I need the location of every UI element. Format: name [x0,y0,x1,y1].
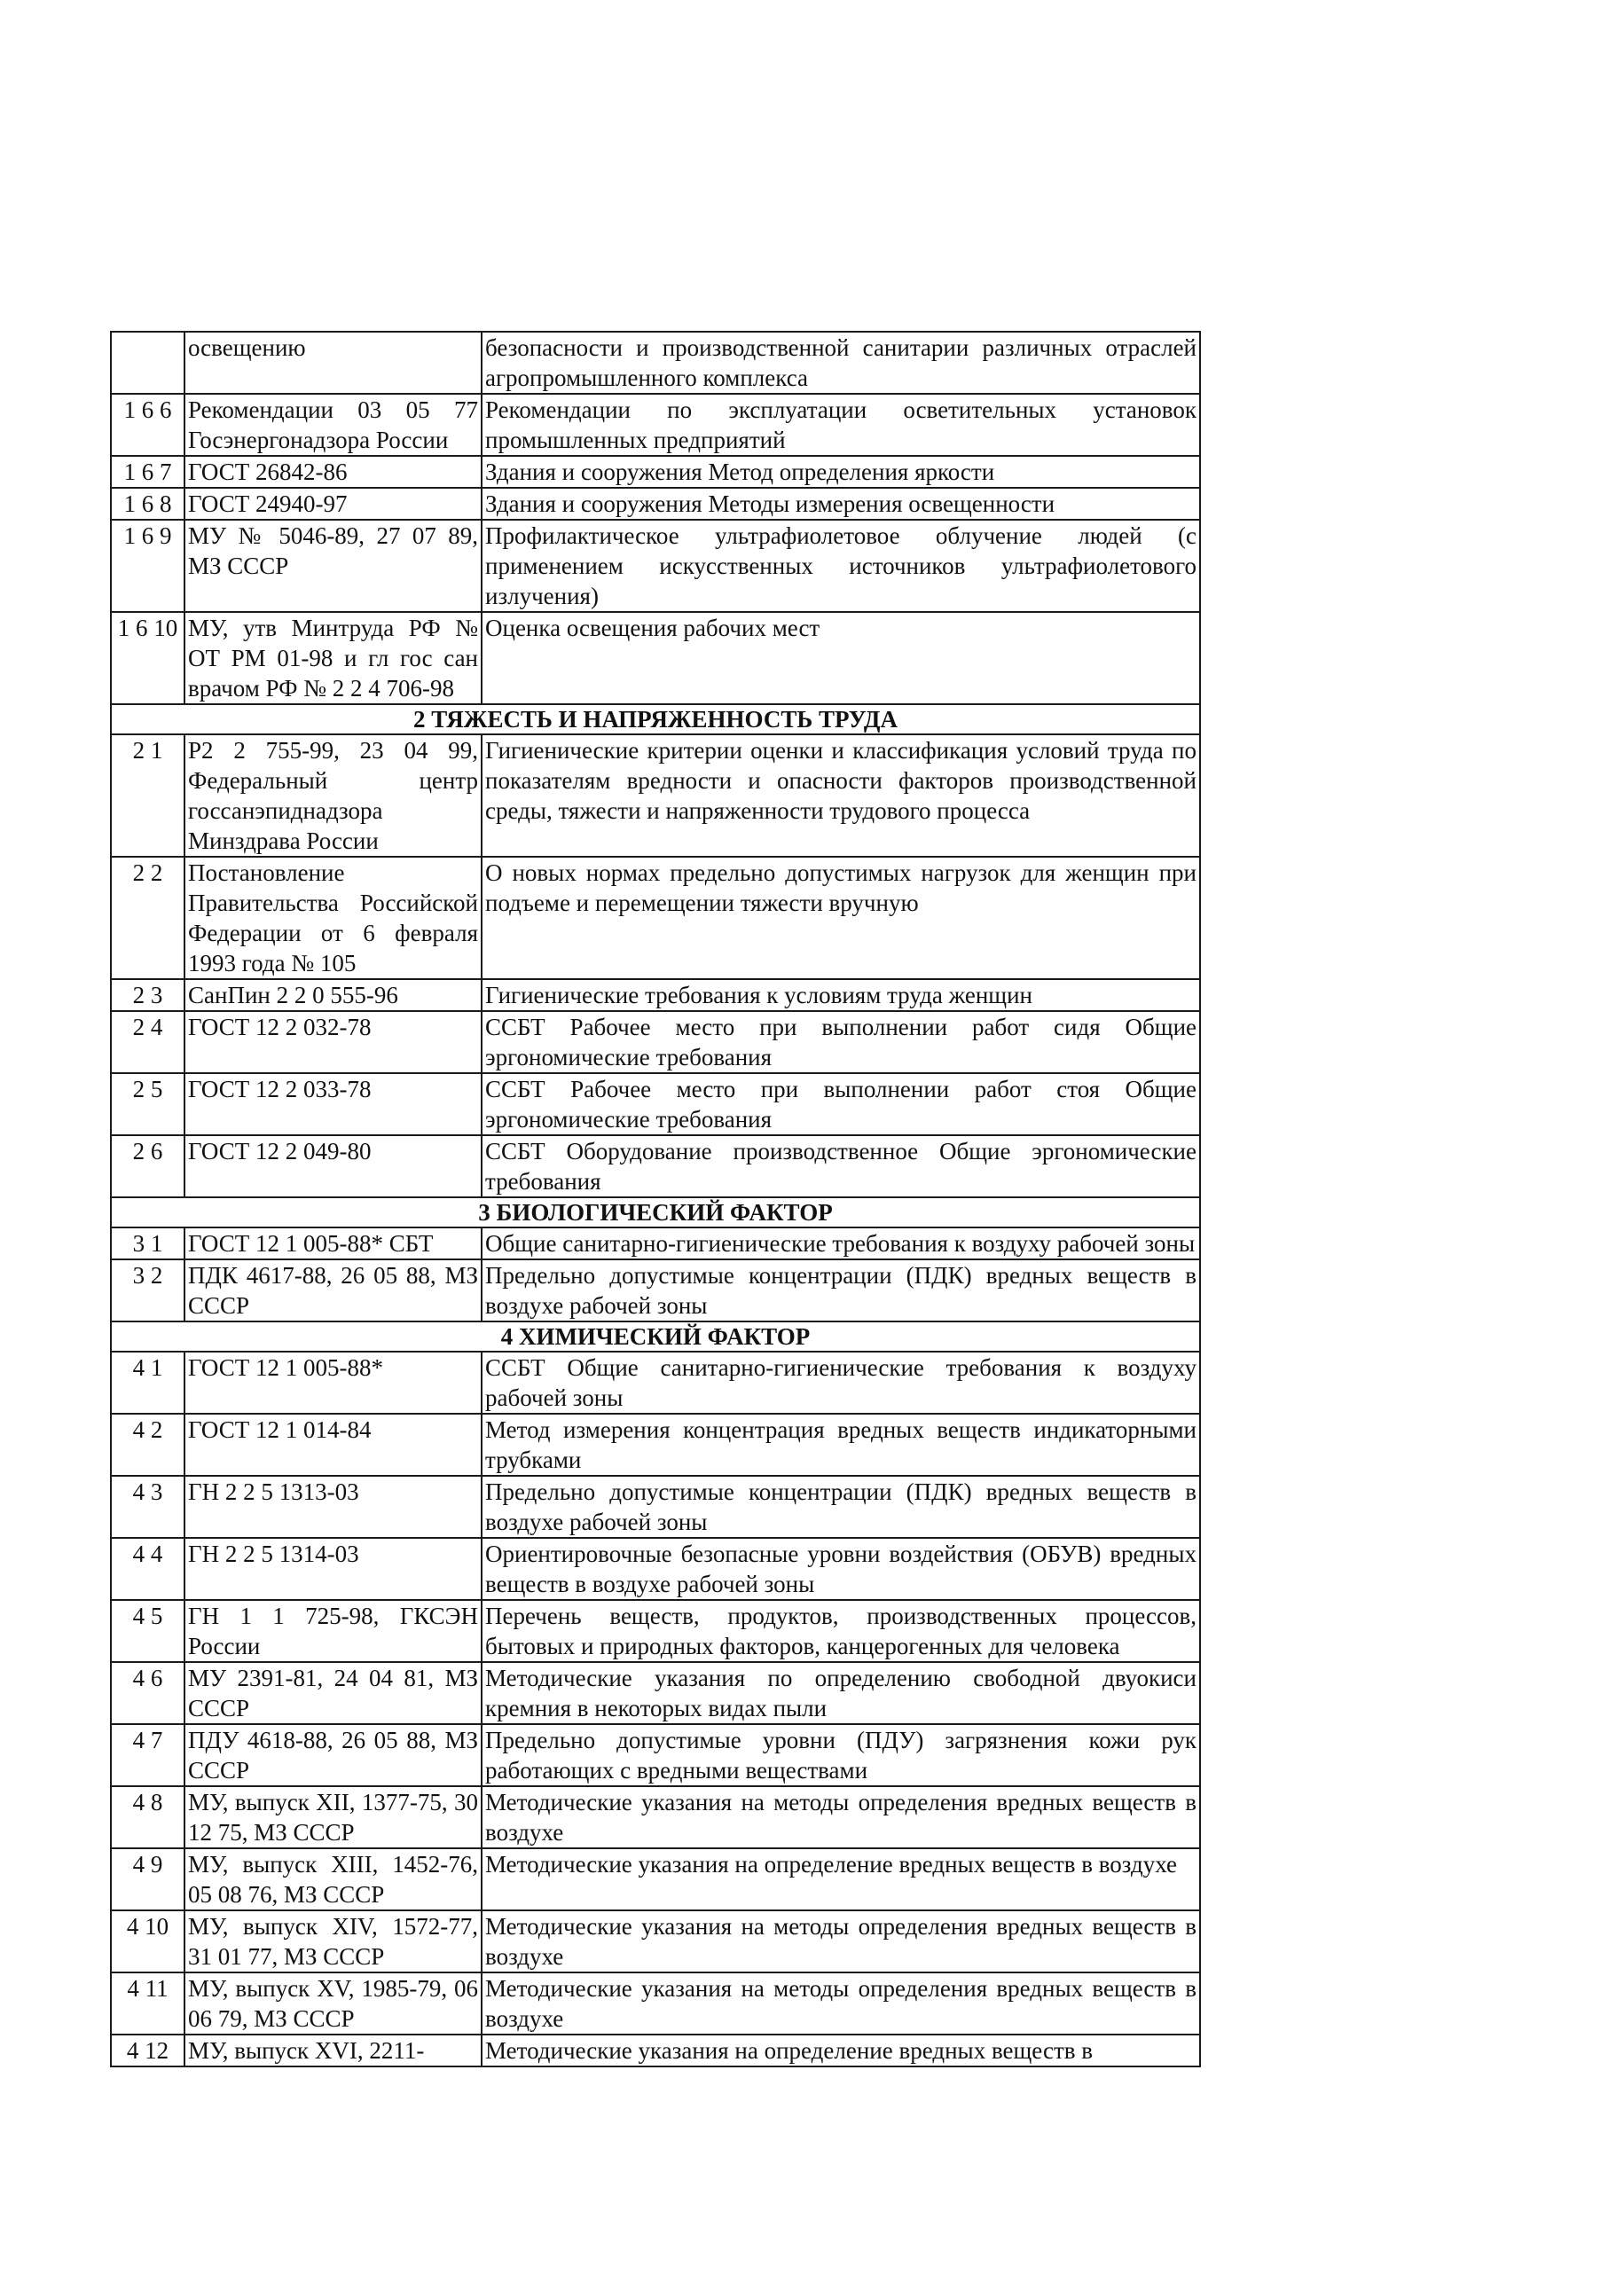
table-row [111,1352,1200,1414]
table-row [111,1227,1200,1259]
document-title-cell: О новых нормах предельно допустимых нагрузок для женщин при подъеме и перемещении тяжести вручную [482,857,1200,979]
document-reference-cell: ГОСТ 12 2 032-78 [184,1011,482,1073]
document-reference-cell: ГОСТ 12 2 033-78 [184,1073,482,1135]
document-title-cell: Оценка освещения рабочих мест [482,612,1200,704]
table-row [111,1662,1200,1724]
item-number-cell: 4 4 [111,1538,184,1600]
section-title: 2 ТЯЖЕСТЬ И НАПРЯЖЕННОСТЬ ТРУДА [111,704,1200,734]
document-reference-cell: ГОСТ 12 1 005-88* [184,1352,482,1414]
table-row [111,1135,1200,1197]
document-title-cell: Ориентировочные безопасные уровни воздействия (ОБУВ) вредных веществ в воздухе рабочей зоны [482,1538,1200,1600]
table-row [111,1073,1200,1135]
document-reference-cell: МУ, выпуск XIII, 1452-76, 05 08 76, МЗ СССР [184,1848,482,1910]
document-reference-cell: СанПин 2 2 0 555-96 [184,979,482,1011]
table-row [111,857,1200,979]
document-title-cell: безопасности и производственной санитарии различных отраслей агропромышленного комплекса [482,332,1200,394]
document-title-cell: ССБТ Рабочее место при выполнении работ стоя Общие эргономические требования [482,1073,1200,1135]
item-number-cell: 3 2 [111,1259,184,1321]
table-row [111,332,1200,394]
document-reference-cell: МУ, выпуск XIV, 1572-77, 31 01 77, МЗ СССР [184,1910,482,1972]
item-number-cell: 4 6 [111,1662,184,1724]
document-title-cell: Здания и сооружения Методы измерения освещенности [482,488,1200,520]
item-number-cell: 4 3 [111,1476,184,1538]
item-number-cell: 2 2 [111,857,184,979]
item-number-cell: 4 5 [111,1600,184,1662]
table-row [111,1011,1200,1073]
document-reference-cell: Рекомендации 03 05 77 Госэнергонадзора России [184,394,482,456]
item-number-cell: 1 6 7 [111,456,184,488]
item-number-cell: 2 6 [111,1135,184,1197]
item-number-cell: 1 6 10 [111,612,184,704]
document-title-cell: Перечень веществ, продуктов, производственных процессов, бытовых и природных факторов, канцерогенных для человека [482,1600,1200,1662]
item-number-cell: 4 1 [111,1352,184,1414]
document-title-cell: ССБТ Общие санитарно-гигиенические требования к воздуху рабочей зоны [482,1352,1200,1414]
table-row [111,488,1200,520]
table-row [111,1848,1200,1910]
document-title-cell: Методические указания на методы определения вредных веществ в воздухе [482,1910,1200,1972]
document-reference-cell: ГОСТ 12 1 014-84 [184,1414,482,1476]
document-reference-cell: МУ, утв Минтруда РФ № ОТ РМ 01-98 и гл гос сан врачом РФ № 2 2 4 706-98 [184,612,482,704]
document-title-cell: Общие санитарно-гигиенические требования к воздуху рабочей зоны [482,1227,1200,1259]
table-row [111,1538,1200,1600]
document-reference-cell: ГОСТ 26842-86 [184,456,482,488]
document-title-cell: Методические указания на определение вредных веществ в воздухе [482,1848,1200,1910]
document-title-cell: Гигиенические критерии оценки и классификация условий труда по показателям вредности и опасности факторов производственной среды, тяжести и напряженности трудового процесса [482,734,1200,857]
document-title-cell: Гигиенические требования к условиям труда женщин [482,979,1200,1011]
document-reference-cell: ПДУ 4618-88, 26 05 88, МЗ СССР [184,1724,482,1786]
document-title-cell: Методические указания на методы определения вредных веществ в воздухе [482,1972,1200,2035]
item-number-cell: 4 11 [111,1972,184,2035]
section-header-row [111,1197,1200,1227]
document-reference-cell: ГОСТ 12 2 049-80 [184,1135,482,1197]
document-title-cell: Методические указания по определению свободной двуокиси кремния в некоторых видах пыли [482,1662,1200,1724]
document-reference-cell: освещению [184,332,482,394]
document-title-cell: Методические указания на методы определения вредных веществ в воздухе [482,1786,1200,1848]
document-reference-cell: МУ, выпуск XV, 1985-79, 06 06 79, МЗ СССР [184,1972,482,2035]
section-header-row [111,1321,1200,1352]
document-title-cell: Предельно допустимые концентрации (ПДК) вредных веществ в воздухе рабочей зоны [482,1476,1200,1538]
item-number-cell: 1 6 9 [111,520,184,612]
document-reference-cell: Р2 2 755-99, 23 04 99, Федеральный центр госсанэпиднадзора Минздрава России [184,734,482,857]
document-reference-cell: ПДК 4617-88, 26 05 88, МЗ СССР [184,1259,482,1321]
document-title-cell: Предельно допустимые концентрации (ПДК) вредных веществ в воздухе рабочей зоны [482,1259,1200,1321]
standards-table-body [111,332,1200,2066]
item-number-cell [111,332,184,394]
table-row [111,394,1200,456]
document-reference-cell: МУ 2391-81, 24 04 81, МЗ СССР [184,1662,482,1724]
table-row [111,1414,1200,1476]
document-title-cell: Метод измерения концентрация вредных веществ индикаторными трубками [482,1414,1200,1476]
table-row [111,1476,1200,1538]
item-number-cell: 4 10 [111,1910,184,1972]
table-row [111,1724,1200,1786]
document-title-cell: Рекомендации по эксплуатации осветительных установок промышленных предприятий [482,394,1200,456]
item-number-cell: 2 1 [111,734,184,857]
item-number-cell: 3 1 [111,1227,184,1259]
table-row [111,979,1200,1011]
document-title-cell: ССБТ Рабочее место при выполнении работ сидя Общие эргономические требования [482,1011,1200,1073]
item-number-cell: 1 6 6 [111,394,184,456]
table-row [111,612,1200,704]
document-title-cell: ССБТ Оборудование производственное Общие эргономические требования [482,1135,1200,1197]
document-title-cell: Предельно допустимые уровни (ПДУ) загрязнения кожи рук работающих с вредными веществами [482,1724,1200,1786]
table-row [111,456,1200,488]
item-number-cell: 4 2 [111,1414,184,1476]
document-reference-cell: МУ, выпуск XVI, 2211- [184,2035,482,2066]
table-row [111,1972,1200,2035]
item-number-cell: 2 3 [111,979,184,1011]
document-title-cell: Здания и сооружения Метод определения яркости [482,456,1200,488]
table-row [111,734,1200,857]
section-title: 3 БИОЛОГИЧЕСКИЙ ФАКТОР [111,1197,1200,1227]
document-title-cell: Методические указания на определение вредных веществ в [482,2035,1200,2066]
document-reference-cell: ГН 2 2 5 1314-03 [184,1538,482,1600]
item-number-cell: 2 5 [111,1073,184,1135]
table-row [111,1910,1200,1972]
section-title: 4 ХИМИЧЕСКИЙ ФАКТОР [111,1321,1200,1352]
item-number-cell: 4 8 [111,1786,184,1848]
table-row [111,1600,1200,1662]
document-title-cell: Профилактическое ультрафиолетовое облучение людей (с применением искусственных источников ультрафиолетового излучения) [482,520,1200,612]
document-reference-cell: МУ № 5046-89, 27 07 89, МЗ СССР [184,520,482,612]
item-number-cell: 4 9 [111,1848,184,1910]
table-row [111,1259,1200,1321]
table-row [111,2035,1200,2066]
item-number-cell: 2 4 [111,1011,184,1073]
table-row [111,520,1200,612]
document-reference-cell: МУ, выпуск XII, 1377-75, 30 12 75, МЗ СССР [184,1786,482,1848]
table-row [111,1786,1200,1848]
item-number-cell: 4 12 [111,2035,184,2066]
document-reference-cell: Постановление Правительства Российской Федерации от 6 февраля 1993 года № 105 [184,857,482,979]
section-header-row [111,704,1200,734]
document-reference-cell: ГОСТ 12 1 005-88* СБТ [184,1227,482,1259]
document-reference-cell: ГН 2 2 5 1313-03 [184,1476,482,1538]
document-reference-cell: ГН 1 1 725-98, ГКСЭН России [184,1600,482,1662]
standards-table [110,331,1201,2067]
document-reference-cell: ГОСТ 24940-97 [184,488,482,520]
item-number-cell: 1 6 8 [111,488,184,520]
item-number-cell: 4 7 [111,1724,184,1786]
